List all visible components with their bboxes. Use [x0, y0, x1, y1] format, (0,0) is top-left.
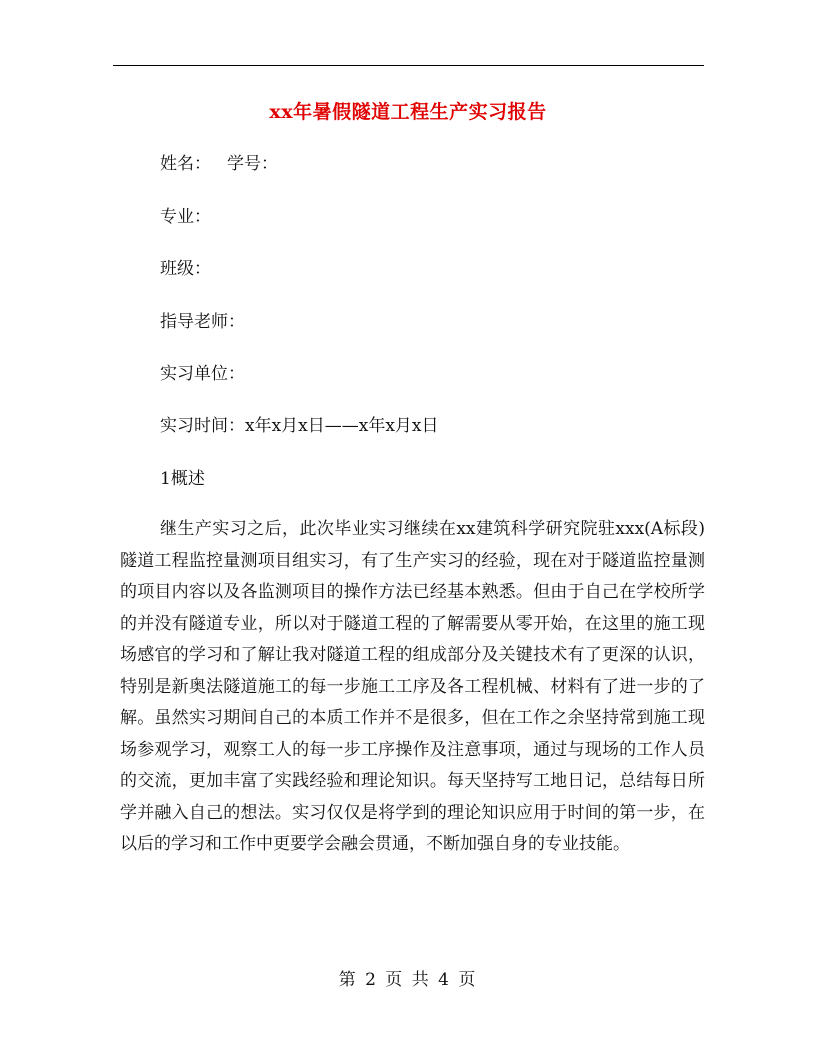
- section-heading: 1概述: [160, 469, 205, 489]
- document-title: xx年暑假隧道工程生产实习报告: [269, 101, 547, 123]
- name-and-id-line: [160, 152, 278, 176]
- body-paragraph: 继生产实习之后，此次毕业实习继续在xx建筑科学研究院驻xxx(A标段)隧道工程监控量测项目组实习，有了生产实习的经验，现在对于隧道监控量测的项目内容以及各监测项目的操作方法已经基本熟悉。但由于自己在学校所学的并没有隧道专业，所以对于隧道工程的了解需要从零开始，在这里的施工现场感官的学习和了解让我对隧道工程的组成部分及关键技术有了更深的认识，特别是新奥法隧道施工的每一步施工工序及各工程机械、材料有了进一步的了解。虽然实习期间自己的本质工作并不是很多，但在工作之余坚持常到施工现场参观学习，观察工人的每一步工序操作及注意事项，通过与现场的工作人员的交流，更加丰富了实践经验和理论知识。每天坚持写工地日记，总结每日所学并融入自己的想法。实习仅仅是将学到的理论知识应用于时间的第一步，在以后的学习和工作中更要学会融会贯通，不断加强自身的专业技能。: [120, 519, 705, 854]
- class-label: 班级：: [160, 259, 211, 279]
- internship-unit-label: 实习单位：: [160, 364, 245, 384]
- advisor-label: 指导老师：: [160, 312, 245, 332]
- name-label: 姓名：: [160, 154, 211, 174]
- student-id-label: 学号：: [227, 154, 278, 174]
- page-footer: 第 2 页 共 4 页: [338, 970, 478, 990]
- major-label: 专业：: [160, 207, 211, 227]
- internship-period: 实习时间：x年x月x日——x年x月x日: [160, 416, 439, 436]
- header-rule: [113, 65, 704, 66]
